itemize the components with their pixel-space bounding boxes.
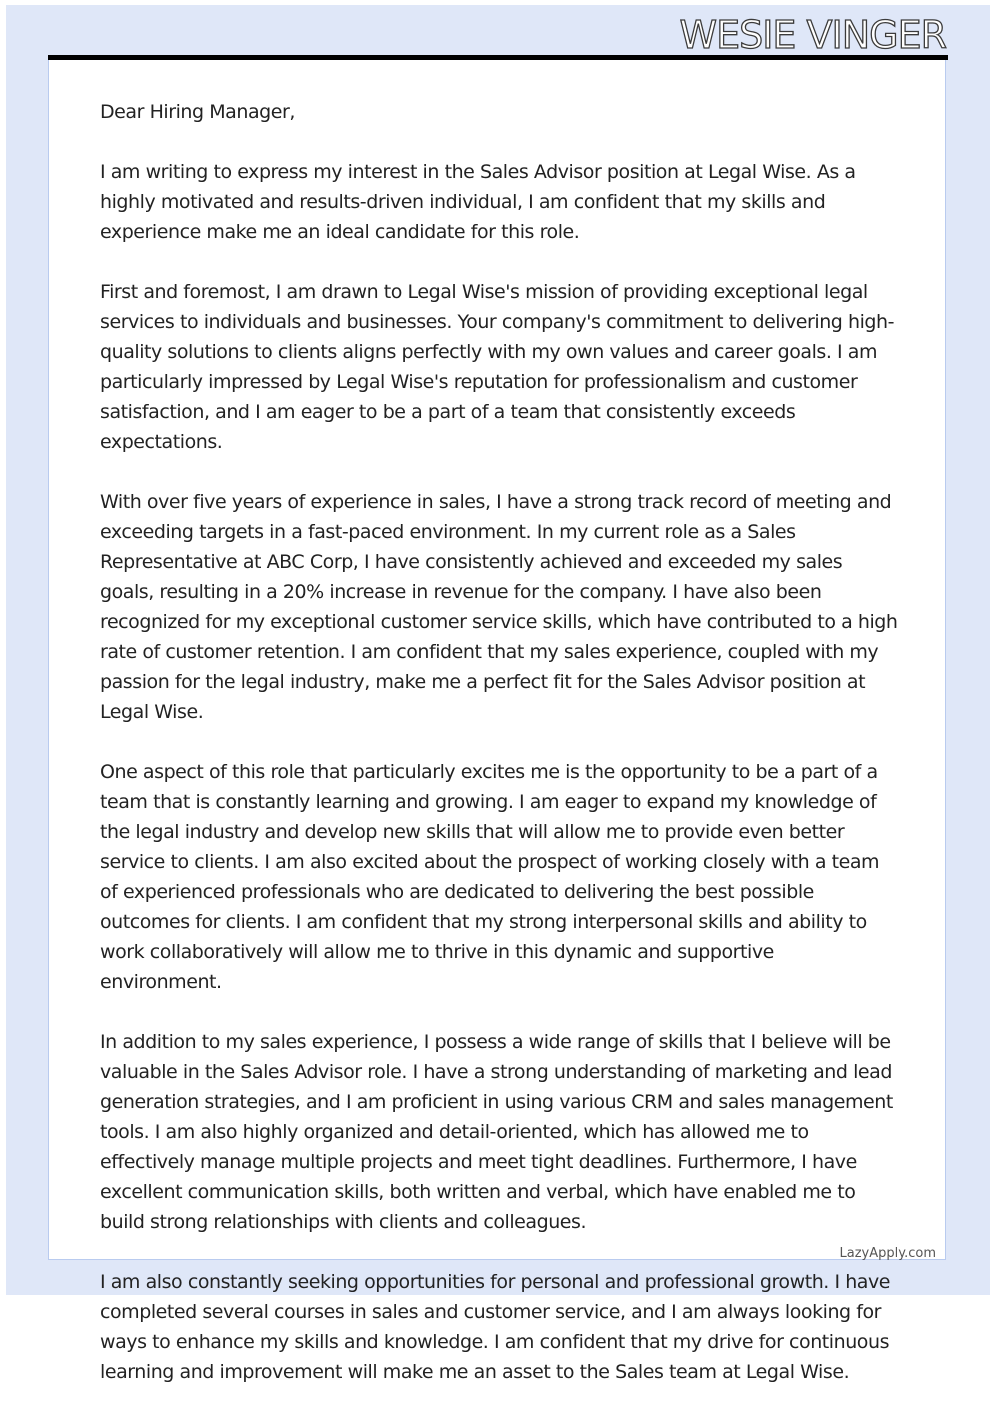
- paragraph-3: With over five years of experience in sales, I have a strong track record of meeting and exceeding targets in a fast-paced environment. In my current role as a Sales Representative at ABC Corp, I have consistently achieved and exceeded my sales goals, resulting in a 20% increase in revenue for the company. I have also been recognized for my exceptional customer service skills, which have contributed to a high rate of customer retention. I am confident that my sales experience, coupled with my passion for the legal industry, make me a perfect fit for the Sales Advisor position at Legal Wise.: [100, 491, 898, 723]
- letter-body: [100, 97, 900, 1417]
- paragraph-2: First and foremost, I am drawn to Legal Wise's mission of providing exceptional legal services to individuals and businesses. Your company's commitment to delivering high-quality solutions to clients aligns perfectly with my own values and career goals. I am particularly impressed by Legal Wise's reputation for professionalism and customer satisfaction, and I am eager to be a part of a team that consistently exceeds expectations.: [100, 281, 895, 453]
- paragraph-6: I am also constantly seeking opportunities for personal and professional growth. I have completed several courses in sales and customer service, and I am always looking for ways to enhance my skills and knowledge. I am confident that my drive for continuous learning and improvement will make me an asset to the Sales team at Legal Wise.: [100, 1271, 891, 1383]
- paragraph-5: In addition to my sales experience, I possess a wide range of skills that I believe will be valuable in the Sales Advisor role. I have a strong understanding of marketing and lead generation strategies, and I am proficient in using various CRM and sales management tools. I am also highly organized and detail-oriented, which has allowed me to effectively manage multiple projects and meet tight deadlines. Furthermore, I have excellent communication skills, both written and verbal, which have enabled me to build strong relationships with clients and colleagues.: [100, 1031, 893, 1233]
- watermark: LazyApply.com: [839, 1246, 936, 1261]
- applicant-name: WESIE VINGER: [679, 13, 946, 57]
- paragraph-4: One aspect of this role that particularly excites me is the opportunity to be a part of a team that is constantly learning and growing. I am eager to expand my knowledge of the legal industry and develop new skills that will allow me to provide even better service to clients. I am also excited about the prospect of working closely with a team of experienced professionals who are dedicated to delivering the best possible outcomes for clients. I am confident that my strong interpersonal skills and ability to work collaboratively will allow me to thrive in this dynamic and supportive environment.: [100, 761, 880, 993]
- paragraph-1: I am writing to express my interest in the Sales Advisor position at Legal Wise. As a highly motivated and results-driven individual, I am confident that my skills and experience make me an ideal candidate for this role.: [100, 161, 856, 243]
- salutation: Dear Hiring Manager,: [100, 101, 295, 123]
